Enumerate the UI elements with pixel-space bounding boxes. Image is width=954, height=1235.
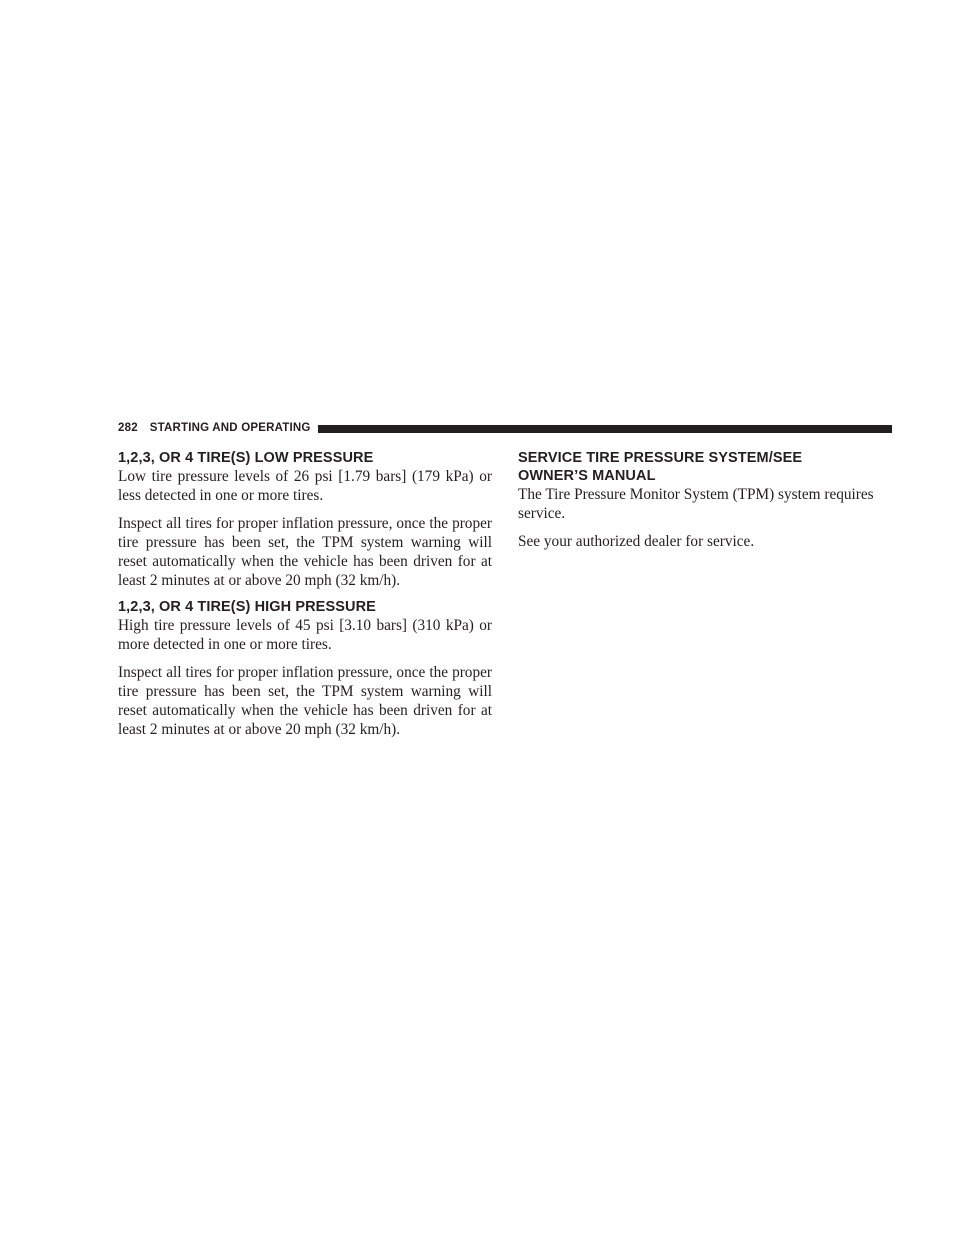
high-pressure-heading: 1,2,3, OR 4 TIRE(S) HIGH PRESSURE [118,599,376,615]
high-pressure-paragraph-2: Inspect all tires for proper inflation pressure, once the proper tire pressure has been set, the TPM system warning will reset automatically when the vehicle has been driven for at least 2 minutes at or above 20 mph (32 km/h). [118,664,492,738]
right-column [518,449,892,551]
header-rule [318,425,892,433]
left-column [118,449,492,739]
service-heading-line-1: SERVICE TIRE PRESSURE SYSTEM/SEE [518,450,803,466]
service-paragraph-2: See your authorized dealer for service. [518,533,755,550]
page-header [118,419,892,437]
high-pressure-section [118,598,492,739]
low-pressure-section [118,449,492,590]
service-section [518,449,892,551]
high-pressure-paragraph-1: High tire pressure levels of 45 psi [3.10 bars] (310 kPa) or more detected in one or more tires. [118,617,492,653]
low-pressure-paragraph-2: Inspect all tires for proper inflation pressure, once the proper tire pressure has been set, the TPM system warning will reset automatically when the vehicle has been driven for at least 2 minutes at or above 20 mph (32 km/h). [118,515,492,589]
service-heading [518,449,892,485]
service-paragraph-1: The Tire Pressure Monitor System (TPM) system requires service. [518,486,874,522]
service-heading-line-2: OWNER’S MANUAL [518,468,656,484]
low-pressure-paragraph-1: Low tire pressure levels of 26 psi [1.79 bars] (179 kPa) or less detected in one or more tires. [118,468,492,504]
page-number: 282 [118,422,138,434]
section-title: STARTING AND OPERATING [149,422,311,434]
low-pressure-heading: 1,2,3, OR 4 TIRE(S) LOW PRESSURE [118,450,374,466]
